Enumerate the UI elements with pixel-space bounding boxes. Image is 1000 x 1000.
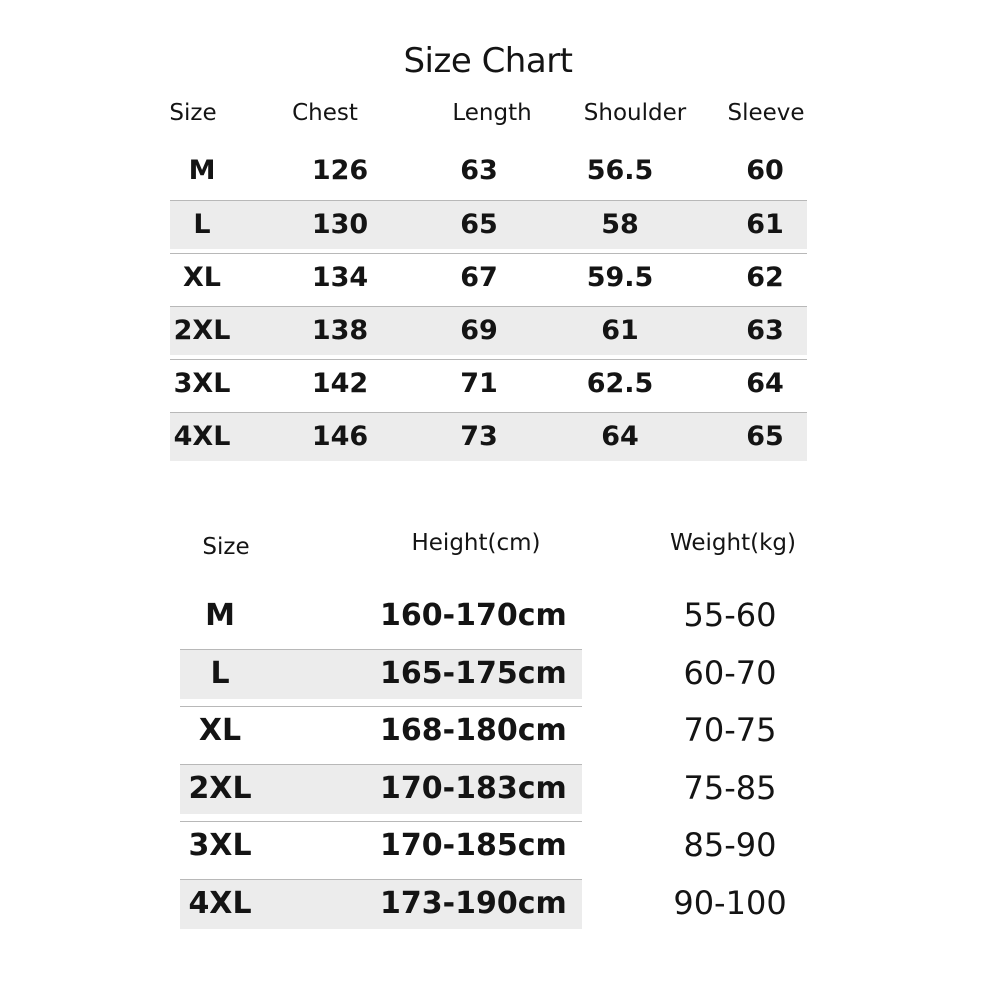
table-row: [0, 706, 1000, 755]
cell-size: 4XL: [188, 886, 252, 921]
cell-length: 63: [460, 155, 498, 186]
cell-height: 173-190cm: [380, 886, 567, 921]
table-row: [170, 306, 807, 355]
cell-length: 73: [460, 421, 498, 452]
cell-size: 3XL: [173, 368, 231, 399]
cell-length: 69: [460, 315, 498, 346]
cell-weight: 85-90: [683, 826, 777, 864]
cell-height: 170-185cm: [380, 828, 567, 863]
cell-size: XL: [198, 713, 242, 748]
cell-shoulder: 56.5: [586, 155, 654, 186]
cell-size: XL: [182, 262, 222, 293]
header-size: Size: [169, 100, 217, 126]
cell-sleeve: 62: [746, 262, 784, 293]
cell-shoulder: 61: [601, 315, 639, 346]
table-row: [0, 591, 1000, 640]
table-row: [170, 147, 807, 195]
table-row: [170, 200, 807, 249]
cell-shoulder: 59.5: [586, 262, 654, 293]
cell-sleeve: 65: [746, 421, 784, 452]
header-weight: Weight(kg): [670, 530, 796, 556]
header-length: Length: [452, 100, 532, 126]
header-sleeve: Sleeve: [727, 100, 805, 126]
cell-weight: 60-70: [683, 654, 777, 692]
cell-shoulder: 64: [601, 421, 639, 452]
cell-size: M: [205, 598, 235, 633]
cell-size: 2XL: [173, 315, 231, 346]
cell-length: 67: [460, 262, 498, 293]
table-row: [0, 764, 1000, 813]
cell-height: 160-170cm: [380, 598, 567, 633]
cell-sleeve: 63: [746, 315, 784, 346]
page-title: Size Chart: [403, 40, 573, 81]
header-height: Height(cm): [411, 530, 541, 556]
cell-chest: 134: [311, 262, 369, 293]
header-chest: Chest: [292, 100, 358, 126]
cell-chest: 142: [311, 368, 369, 399]
cell-size: 3XL: [188, 828, 252, 863]
table-row: [0, 821, 1000, 870]
table-row: [170, 359, 807, 408]
cell-chest: 130: [311, 209, 369, 240]
cell-length: 71: [460, 368, 498, 399]
cell-shoulder: 58: [601, 209, 639, 240]
cell-chest: 138: [311, 315, 369, 346]
table-row: [170, 253, 807, 302]
table-row: [0, 649, 1000, 698]
cell-sleeve: 64: [746, 368, 784, 399]
cell-height: 168-180cm: [380, 713, 567, 748]
header-shoulder: Shoulder: [583, 100, 687, 126]
cell-chest: 146: [311, 421, 369, 452]
cell-sleeve: 61: [746, 209, 784, 240]
header-size: Size: [202, 534, 250, 560]
table-row: [170, 412, 807, 461]
cell-size: L: [210, 656, 230, 691]
cell-weight: 90-100: [673, 884, 787, 922]
cell-weight: 75-85: [683, 769, 777, 807]
cell-size: 4XL: [173, 421, 231, 452]
cell-sleeve: 60: [746, 155, 784, 186]
cell-shoulder: 62.5: [586, 368, 654, 399]
cell-chest: 126: [311, 155, 369, 186]
cell-height: 170-183cm: [380, 771, 567, 806]
cell-size: L: [193, 209, 211, 240]
cell-weight: 55-60: [683, 596, 777, 634]
cell-size: M: [188, 155, 216, 186]
cell-weight: 70-75: [683, 711, 777, 749]
cell-height: 165-175cm: [380, 656, 567, 691]
cell-length: 65: [460, 209, 498, 240]
table-row: [0, 879, 1000, 928]
cell-size: 2XL: [188, 771, 252, 806]
